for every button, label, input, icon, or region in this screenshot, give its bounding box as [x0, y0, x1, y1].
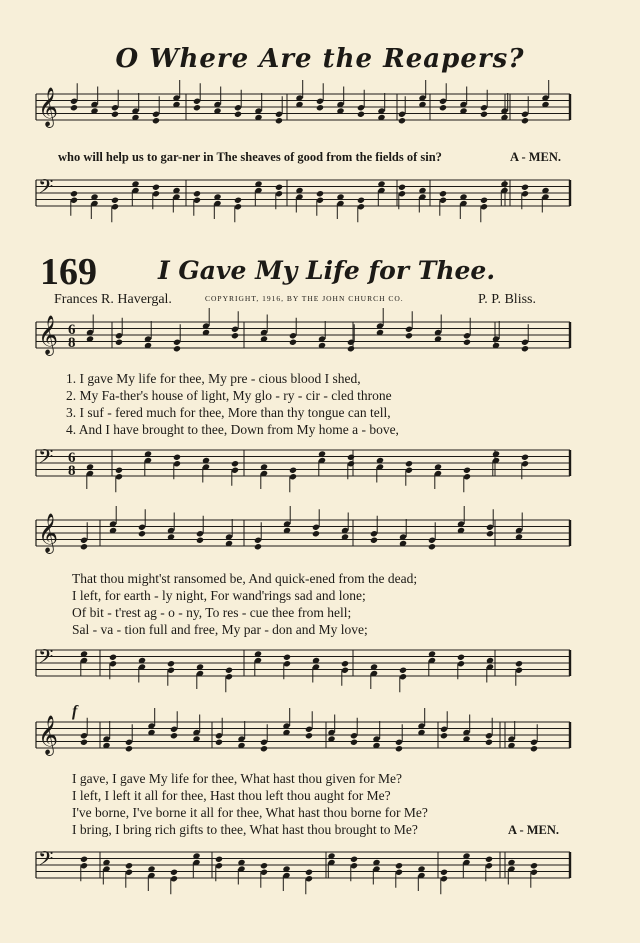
top-hymn-amen: A - MEN.	[510, 150, 562, 164]
svg-text:6: 6	[68, 450, 76, 466]
refrain-line-2: I left, I left it all for thee, Hast thou left thou aught for Me?	[72, 788, 391, 803]
verse-2-line-2: I left, for earth - ly night, For wand'rings sad and lone;	[72, 588, 366, 603]
svg-text:6: 6	[68, 322, 76, 338]
top-hymn-lyric: who will help us to gar-ner in The sheaves of good from the fields of sin?	[58, 150, 442, 164]
top-hymn-title: O Where Are the Reapers?	[115, 44, 525, 74]
svg-text:𝄢: 𝄢	[38, 847, 54, 875]
svg-text:𝄢: 𝄢	[38, 645, 54, 673]
hymn-title: I Gave My Life for Thee.	[158, 256, 496, 285]
verse-1-line-1: 1. I gave My life for thee, My pre - cious blood I shed,	[66, 371, 361, 386]
svg-text:𝄢: 𝄢	[38, 445, 54, 473]
verse-2-line-1: 2. My Fa-ther's house of light, My glo - ry - cir - cled throne	[66, 388, 392, 403]
svg-text:𝄞: 𝄞	[38, 513, 59, 553]
refrain-line-4: I bring, I bring rich gifts to thee, What hast thou brought to Me?	[72, 822, 418, 837]
copyright-notice: COPYRIGHT, 1916, BY THE JOHN CHURCH CO.	[205, 294, 404, 303]
hymn-number: 169	[40, 251, 97, 293]
svg-text:𝄞: 𝄞	[38, 715, 59, 755]
svg-text:𝄞: 𝄞	[38, 87, 59, 127]
svg-text:8: 8	[68, 463, 76, 479]
refrain-line-1: I gave, I gave My life for thee, What hast thou given for Me?	[72, 771, 403, 786]
verse-4-line-1: 4. And I have brought to thee, Down from My home a - bove,	[66, 422, 399, 437]
svg-text:8: 8	[68, 335, 76, 351]
hymn-author: Frances R. Havergal.	[54, 292, 172, 307]
forte-marking: f	[72, 703, 78, 720]
verse-1-line-2: That thou might'st ransomed be, And quick-ened from the dead;	[72, 571, 418, 586]
verse-3-line-1: 3. I suf - fered much for thee, More than thy tongue can tell,	[66, 405, 391, 420]
hymn-composer: P. P. Bliss.	[478, 292, 536, 307]
svg-text:𝄢: 𝄢	[38, 175, 54, 203]
verse-3-line-2: Of bit - t'rest ag - o - ny, To res - cue thee from hell;	[72, 605, 352, 620]
refrain-amen: A - MEN.	[508, 823, 560, 837]
svg-text:𝄞: 𝄞	[38, 315, 59, 355]
verse-4-line-2: Sal - va - tion full and free, My par - don and My love;	[72, 622, 368, 637]
refrain-line-3: I've borne, I've borne it all for thee, What hast thou borne for Me?	[72, 805, 428, 820]
